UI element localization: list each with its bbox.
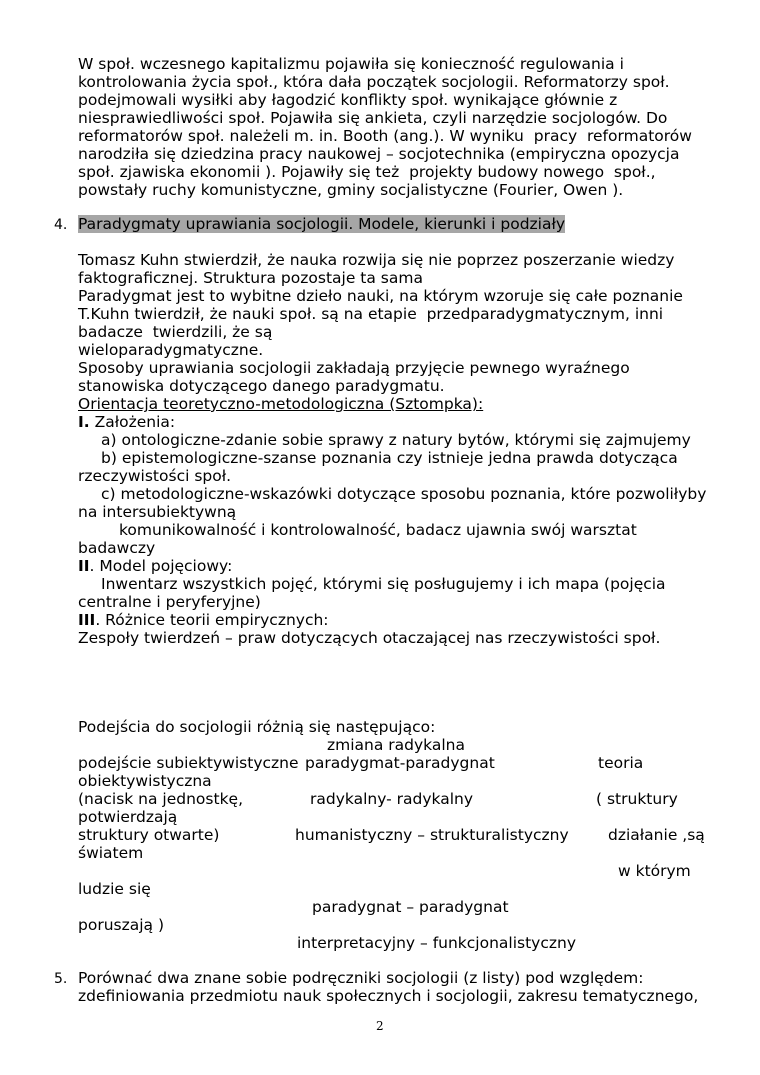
approaches-action: działanie ,są [608, 826, 705, 844]
section-5-number: 5. [54, 971, 68, 987]
point-1-b-line-1: b) epistemologiczne-szanse poznania czy istnieje jedna prawda dotycząca [101, 449, 678, 467]
page-number: 2 [376, 1019, 384, 1033]
approaches-open-structures: struktury otwarte) [78, 826, 220, 844]
approaches-theory: teoria [598, 754, 644, 772]
point-1-c-line-3: komunikowalność i kontrolowalność, badacz ujawnia swój warsztat [119, 521, 637, 539]
approaches-intro: Podejścia do socjologii różnią się następująco: [78, 718, 436, 736]
section-5-line-2: zdefiniowania przedmiotu nauk społecznych i socjologii, zakresu tematycznego, [78, 987, 699, 1005]
approaches-interpretive: interpretacyjny – funkcjonalistyczny [297, 934, 577, 952]
intro-line-2: kontrolowania życia społ., która dała początek socjologii. Reformatorzy społ. [78, 73, 670, 91]
section-4-number: 4. [54, 217, 68, 233]
kuhn-line-2: faktograficznej. Struktura pozostaje ta sama [78, 269, 423, 287]
intro-line-5: reformatorów społ. należeli m. in. Booth (ang.). W wyniku pracy reformatorów [78, 127, 692, 145]
section-4-heading-text: Paradygmaty uprawiania socjologii. Modele, kierunki i podziały [78, 215, 566, 233]
point-3-line [78, 611, 329, 629]
point-1-c-line-2: na intersubiektywną [78, 503, 237, 521]
point-2-marker: II [78, 557, 90, 575]
intro-line-6: narodziła się dziedzina pracy naukowej – socjotechnika (empiryczna opozycja [78, 145, 680, 163]
approaches-world: światem [78, 844, 144, 862]
intro-line-4: niesprawiedliwości społ. Pojawiła się ankieta, czyli narzędzie socjologów. Do [78, 109, 668, 127]
point-2-line-2: centralne i peryferyjne) [78, 593, 261, 611]
approaches-humanist: humanistyczny – strukturalistyczny [295, 826, 569, 844]
point-1-c-line-1: c) metodologiczne-wskazówki dotyczące sposobu poznania, które pozwoliłyby [101, 485, 707, 503]
section-4-heading [78, 215, 565, 233]
approaches-move: poruszają ) [78, 916, 165, 934]
kuhn-line-4: T.Kuhn twierdził, że nauki społ. są na etapie przedparadygmatycznym, inni [78, 305, 664, 323]
kuhn-line-1: Tomasz Kuhn stwierdził, że nauka rozwija się nie poprzez poszerzanie wiedzy [78, 251, 675, 269]
approaches-paradigm-pair: paradygmat-paradygnat [305, 754, 495, 772]
approaches-confirm: potwierdzają [78, 808, 178, 826]
kuhn-line-7: Sposoby uprawiania socjologii zakładają przyjęcie pewnego wyraźnego [78, 359, 630, 377]
point-3-marker: III [78, 611, 96, 629]
approaches-in-which: w którym [618, 862, 691, 880]
approaches-emphasis: (nacisk na jednostkę, [78, 790, 244, 808]
intro-line-1: W społ. wczesnego kapitalizmu pojawiła się konieczność regulowania i [78, 55, 624, 73]
point-1-c-line-4: badawczy [78, 539, 156, 557]
point-2-line-1: Inwentarz wszystkich pojęć, którymi się posługujemy i ich mapa (pojęcia [101, 575, 666, 593]
point-1-b-line-2: rzeczywistości społ. [78, 467, 232, 485]
kuhn-line-8: stanowiska dotyczącego danego paradygmatu. [78, 377, 445, 395]
point-2-title: . Model pojęciowy: [89, 557, 233, 575]
point-2-line [78, 557, 232, 575]
intro-line-7: społ. zjawiska ekonomii ). Pojawiły się też projekty budowy nowego społ., [78, 163, 656, 181]
kuhn-line-6: wieloparadygmatyczne. [78, 341, 264, 359]
approaches-people: ludzie się [78, 880, 151, 898]
approaches-structures: ( struktury [596, 790, 678, 808]
point-1-line [78, 413, 175, 431]
approaches-paradygnat-pair: paradygnat – paradygnat [312, 898, 509, 916]
approaches-objectivist: obiektywistyczna [78, 772, 212, 790]
section-5-line-1: Porównać dwa znane sobie podręczniki socjologii (z listy) pod względem: [78, 969, 644, 987]
kuhn-line-5: badacze twierdzili, że są [78, 323, 273, 341]
point-1-marker: I. [78, 413, 90, 431]
approaches-radical-pair: radykalny- radykalny [310, 790, 474, 808]
point-1-a: a) ontologiczne-zdanie sobie sprawy z natury bytów, którymi się zajmujemy [101, 431, 691, 449]
point-3-line-1: Zespoły twierdzeń – praw dotyczących otaczającej nas rzeczywistości społ. [78, 629, 661, 647]
kuhn-line-3: Paradygmat jest to wybitne dzieło nauki, na którym wzoruje się całe poznanie [78, 287, 683, 305]
approaches-subjectivist: podejście subiektywistyczne [78, 754, 299, 772]
intro-line-3: podejmowali wysiłki aby łagodzić konflikty społ. wynikające głównie z [78, 91, 618, 109]
point-3-title: . Różnice teorii empirycznych: [95, 611, 329, 629]
orientation-heading: Orientacja teoretyczno-metodologiczna (Sztompka): [78, 395, 484, 413]
point-1-title: Założenia: [89, 413, 176, 431]
approaches-radical-change: zmiana radykalna [327, 736, 466, 754]
intro-line-8: powstały ruchy komunistyczne, gminy socjalistyczne (Fourier, Owen ). [78, 181, 624, 199]
